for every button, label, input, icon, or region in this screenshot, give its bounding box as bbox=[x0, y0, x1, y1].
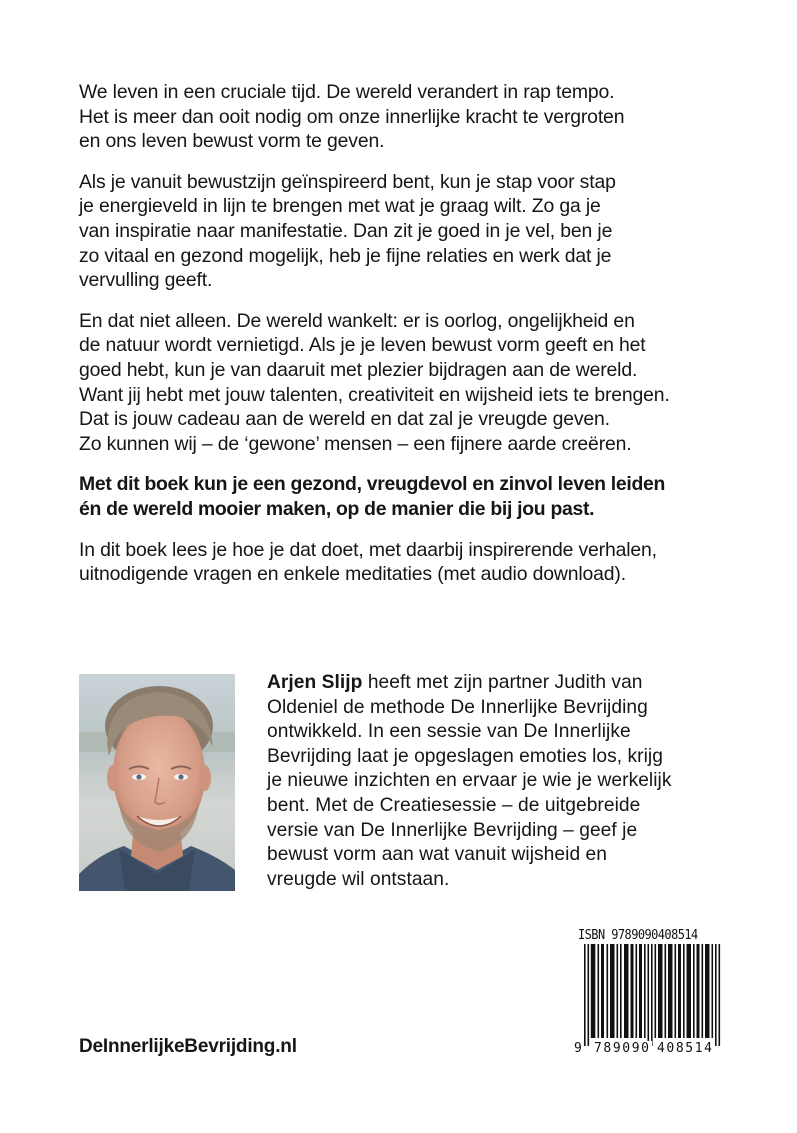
bio-line: Bevrijding laat je opgeslagen emoties los, krijg bbox=[267, 745, 663, 767]
text-line: We leven in een cruciale tijd. De wereld verandert in rap tempo. bbox=[79, 81, 615, 103]
author-name: Arjen Slijp bbox=[267, 672, 363, 693]
text-line: en ons leven bewust vorm te geven. bbox=[79, 130, 385, 153]
bio-text: heeft met zijn partner Judith van bbox=[362, 672, 643, 693]
text-line: En dat niet alleen. De wereld wankelt: er is oorlog, ongelijkheid en bbox=[79, 309, 635, 332]
text-line: uitnodigende vragen en enkele meditaties (met audio download). bbox=[79, 563, 626, 586]
barcode-digits-left: 789090 bbox=[594, 1041, 651, 1056]
isbn-barcode bbox=[576, 928, 726, 1058]
bio-line: bewust vorm aan wat vanuit wijsheid en bbox=[267, 844, 607, 866]
barcode-digit-first: 9 bbox=[574, 1041, 582, 1056]
barcode-digits-right: 408514 bbox=[657, 1041, 714, 1056]
author-bio bbox=[267, 671, 737, 892]
paragraph-intro bbox=[79, 80, 759, 154]
paragraph-highlight bbox=[79, 472, 759, 521]
paragraph-world bbox=[79, 309, 759, 457]
bio-line: bent. Met de Creatiesessie – de uitgebreide bbox=[267, 794, 641, 816]
bio-line: Oldeniel de methode De Innerlijke Bevrijding bbox=[267, 696, 648, 718]
author-portrait-image bbox=[79, 674, 235, 891]
text-line: je energieveld in lijn te brengen met wat je graag wilt. Zo ga je bbox=[79, 195, 601, 218]
paragraph-inspiration bbox=[79, 170, 759, 293]
text-line: van inspiratie naar manifestatie. Dan zit je goed in je vel, ben je bbox=[79, 219, 613, 242]
website-link[interactable]: DeInnerlijkeBevrijding.nl bbox=[79, 1036, 297, 1057]
text-line: zo vitaal en gezond mogelijk, heb je fijne relaties en werk dat je bbox=[79, 244, 612, 267]
bio-line: versie van De Innerlijke Bevrijding – geef je bbox=[267, 819, 638, 841]
text-line: Zo kunnen wij – de ‘gewone’ mensen – een fijnere aarde creëren. bbox=[79, 432, 632, 455]
text-line: vervulling geeft. bbox=[79, 269, 213, 292]
bio-line: vreugde wil ontstaan. bbox=[267, 868, 450, 890]
text-line: Als je vanuit bewustzijn geïnspireerd bent, kun je stap voor stap bbox=[79, 170, 616, 193]
text-line: Dat is jouw cadeau aan de wereld en dat zal je vreugde geven. bbox=[79, 408, 610, 431]
barcode-bars bbox=[578, 944, 722, 1046]
paragraph-contents bbox=[79, 538, 759, 587]
text-line: Het is meer dan ooit nodig om onze innerlijke kracht te vergroten bbox=[79, 105, 625, 128]
text-line: goed hebt, kun je van daaruit met plezier bijdragen aan de wereld. bbox=[79, 358, 638, 381]
back-cover-text bbox=[79, 80, 759, 603]
text-line: én de wereld mooier maken, op de manier die bij jou past. bbox=[79, 497, 595, 520]
text-line: Met dit boek kun je een gezond, vreugdevol en zinvol leven leiden bbox=[79, 473, 666, 496]
author-photo bbox=[79, 674, 235, 891]
bio-line: je nieuwe inzichten en ervaar je wie je werkelijk bbox=[267, 770, 672, 792]
text-line: In dit boek lees je hoe je dat doet, met daarbij inspirerende verhalen, bbox=[79, 538, 657, 561]
text-line: Want jij hebt met jouw talenten, creativiteit en wijsheid iets te brengen. bbox=[79, 383, 670, 406]
bio-line: ontwikkeld. In een sessie van De Innerlijke bbox=[267, 721, 631, 743]
text-line: de natuur wordt vernietigd. Als je je leven bewust vorm geeft en het bbox=[79, 334, 646, 357]
isbn-label: ISBN 9789090408514 bbox=[578, 928, 698, 943]
bio-line bbox=[267, 671, 737, 696]
